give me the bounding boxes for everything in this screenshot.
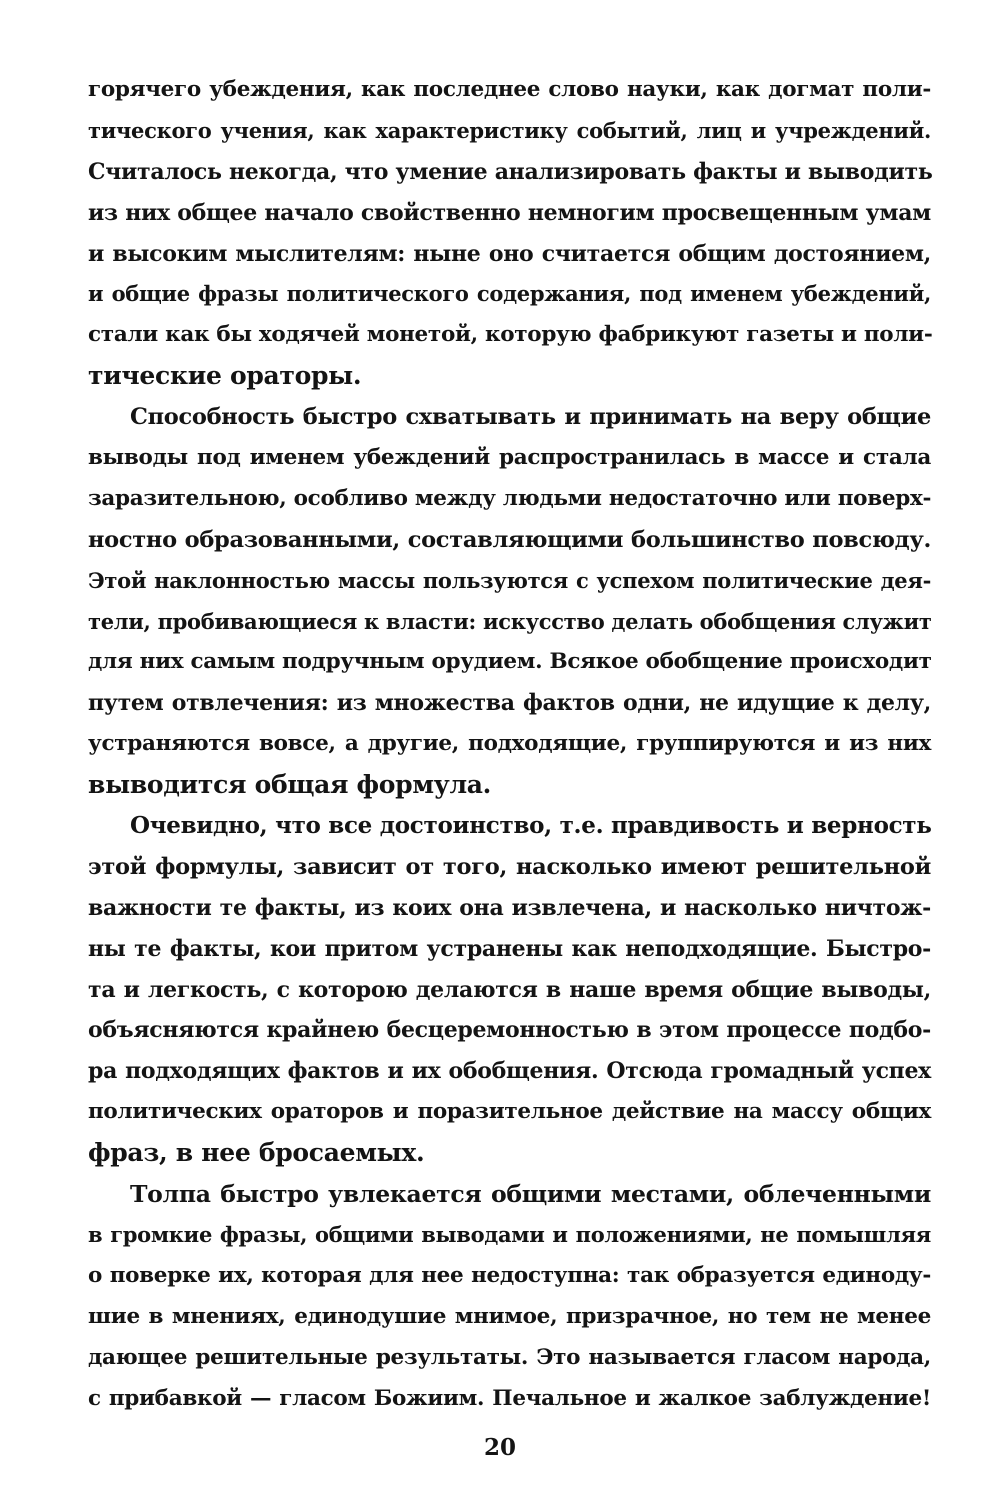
text-line: о поверке их, которая для нее недоступна: так образуется единоду-	[88, 1262, 931, 1288]
text-line: ностно образованными, составляющими большинство повсюду.	[88, 526, 931, 553]
text-line: Этой наклонностью массы пользуются с успехом политические дея-	[88, 567, 931, 593]
text-line: Толпа быстро увлекается общими местами, облеченными	[130, 1180, 931, 1209]
text-line: Считалось некогда, что умение анализировать факты и выводить	[88, 158, 933, 185]
text-line: тические ораторы.	[88, 361, 362, 391]
text-line: та и легкость, с которою делаются в наше время общие выводы,	[88, 976, 931, 1003]
page-number: 20	[483, 1434, 516, 1461]
text-line: политических ораторов и поразительное действие на массу общих	[88, 1099, 931, 1125]
text-line: Способность быстро схватывать и принимать на веру общие	[130, 404, 931, 431]
text-line: объясняются крайнею бесцеремонностью в этом процессе подбо-	[88, 1017, 931, 1044]
text-line: путем отвлечения: из множества фактов одни, не идущие к делу,	[88, 690, 931, 717]
text-line: Очевидно, что все достоинство, т.е. правдивость и верность	[130, 812, 932, 840]
text-line: горячего убеждения, как последнее слово науки, как догмат поли-	[88, 77, 931, 102]
paragraph-2	[88, 397, 931, 806]
text-line: для них самым подручным орудием. Всякое обобщение происходит	[88, 649, 932, 675]
text-line: тели, пробивающиеся к власти: искусство делать обобщения служит	[88, 608, 932, 634]
text-line: заразительною, особливо между людьми недостаточно или поверх-	[88, 485, 932, 511]
paragraph-1	[88, 70, 931, 397]
text-line: из них общее начало свойственно немногим просвещенным умам	[88, 199, 931, 226]
paragraph-3	[88, 806, 931, 1174]
text-line: этой формулы, зависит от того, насколько имеют решительной	[88, 853, 931, 880]
page-text	[88, 70, 931, 1419]
paragraph-4	[88, 1174, 931, 1419]
text-line: с прибавкой — гласом Божиим. Печальное и жалкое заблуждение!	[88, 1385, 931, 1411]
text-line: стали как бы ходячей монетой, которую фабрикуют газеты и поли-	[88, 322, 933, 348]
text-line: тического учения, как характеристику событий, лиц и учреждений.	[88, 117, 931, 143]
text-line: выводы под именем убеждений распространилась в массе и стала	[88, 445, 931, 471]
text-line: шие в мнениях, единодушие мнимое, призрачное, но тем не менее	[88, 1303, 931, 1329]
text-line: в громкие фразы, общими выводами и положениями, не помышляя	[88, 1221, 931, 1247]
text-line: ра подходящих фактов и их обобщения. Отсюда громадный успех	[88, 1058, 931, 1085]
text-line: выводится общая формула.	[88, 770, 492, 800]
text-line: дающее решительные результаты. Это называется гласом народа,	[88, 1344, 931, 1370]
text-line: и высоким мыслителям: ныне оно считается общим достоянием,	[88, 240, 931, 267]
text-line: ны те факты, кои притом устранены как неподходящие. Быстро-	[88, 935, 931, 962]
text-line: и общие фразы политического содержания, под именем убеждений,	[88, 281, 931, 307]
text-line: устраняются вовсе, а другие, подходящие, группируются и из них	[88, 731, 931, 757]
text-line: важности те факты, из коих она извлечена, и насколько ничтож-	[88, 894, 931, 921]
text-line: фраз, в нее бросаемых.	[88, 1138, 425, 1168]
